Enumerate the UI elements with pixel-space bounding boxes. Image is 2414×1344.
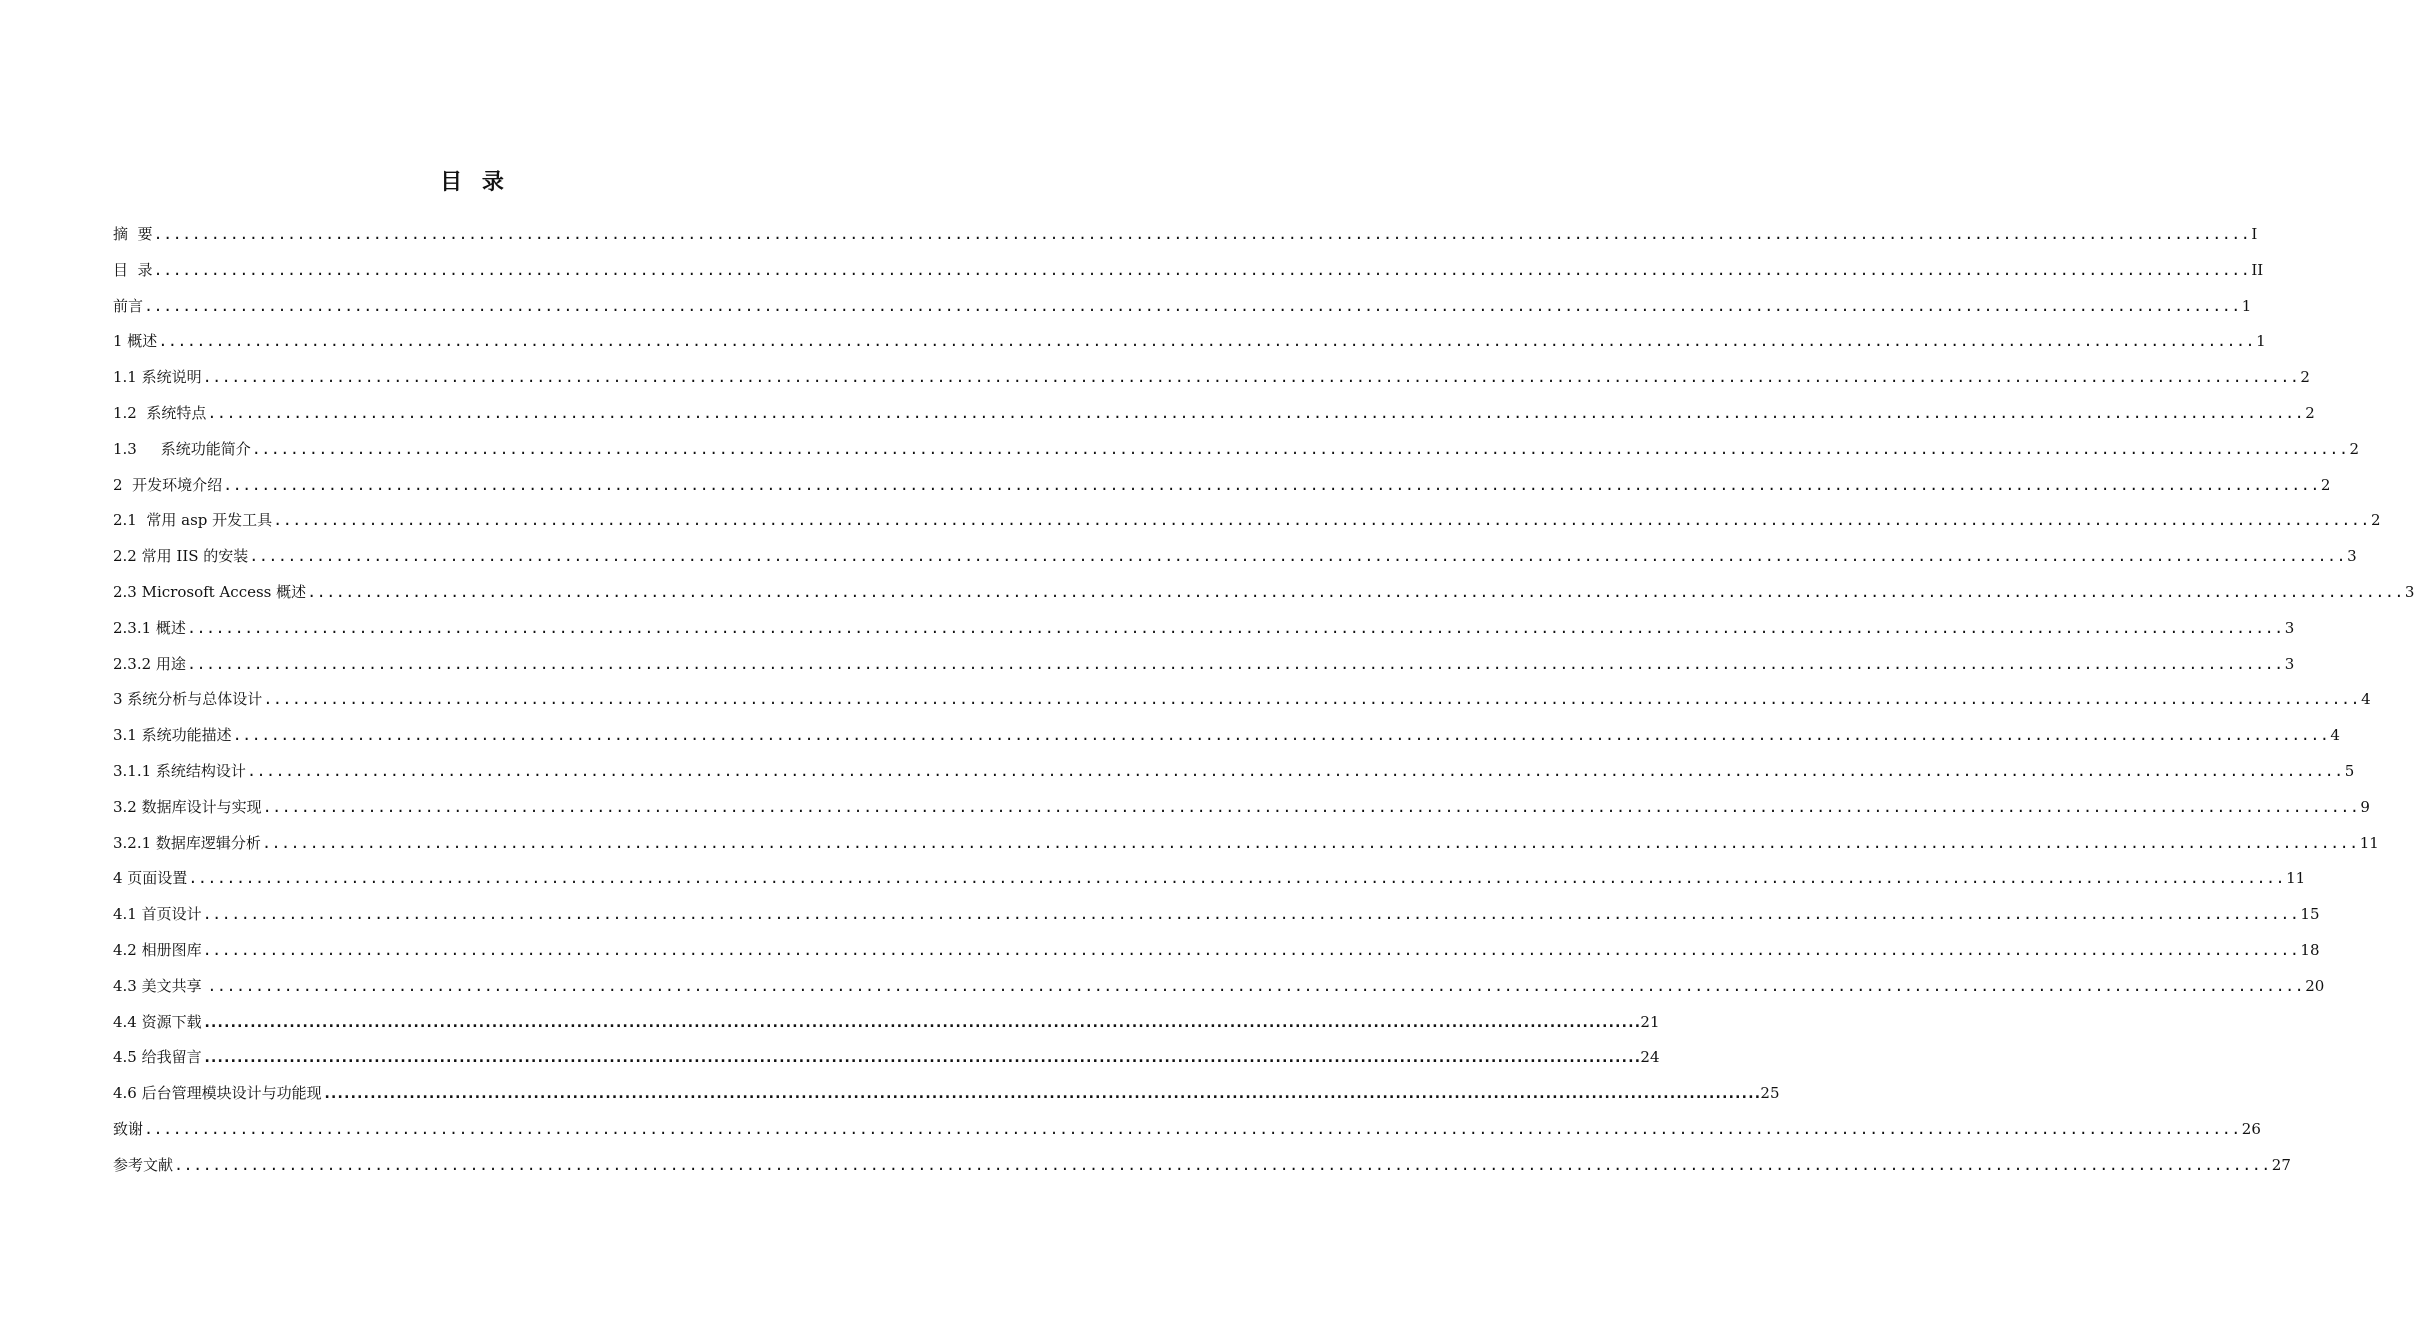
toc-entry-page-number: 11: [2286, 869, 2306, 888]
toc-entry-page-number: II: [2251, 260, 2264, 279]
toc-dot-leader: ............................................................................................................................................................................................................................: [202, 905, 2300, 924]
toc-dot-leader: ............................................................................................................................................................................................................................: [202, 940, 2300, 959]
toc-entry-page-number: 3: [2347, 547, 2357, 566]
toc-dot-leader: ............................................................................................................................................................................................................................: [249, 547, 2347, 566]
toc-entry-label: 前言: [113, 296, 144, 315]
toc-entry-label: 2.2 常用 IIS 的安装: [113, 547, 249, 566]
toc-entry[interactable]: [113, 580, 2414, 616]
toc-dot-leader: ............................................................................................................................................................................................................................: [174, 1155, 2271, 1174]
toc-dot-leader: ............................................................................................................................................................................................................................: [144, 296, 2241, 315]
toc-entry-label: 3 系统分析与总体设计: [113, 690, 263, 709]
toc-entry[interactable]: [113, 1010, 1660, 1046]
toc-entry-label: 4.6 后台管理模块设计与功能现: [113, 1084, 322, 1103]
toc-entry[interactable]: [113, 902, 2320, 938]
toc-entry-page-number: 15: [2300, 905, 2320, 924]
toc-entry[interactable]: [113, 616, 2295, 652]
toc-entry-page-number: 25: [1760, 1084, 1780, 1103]
toc-dot-leader: ............................................................................................................................................................................................................................: [186, 654, 2284, 673]
toc-dot-leader: ............................................................................................................................................................................................................................: [223, 475, 2320, 494]
toc-dot-leader: ............................................................................................................................................................................................................................: [202, 1012, 1640, 1031]
page-title: 目 录: [440, 169, 510, 195]
toc-entry-label: 1.3 系统功能简介: [113, 439, 251, 458]
toc-dot-leader: ............................................................................................................................................................................................................................: [207, 976, 2305, 995]
toc-entry-page-number: 2: [2349, 439, 2360, 458]
toc-entry[interactable]: [113, 437, 2360, 473]
toc-entry-page-number: 11: [2359, 833, 2379, 852]
toc-entry[interactable]: [113, 222, 2258, 258]
toc-entry-label: 1 概述: [113, 332, 158, 351]
toc-dot-leader: ............................................................................................................................................................................................................................: [261, 833, 2359, 852]
toc-entry-label: 1.1 系统说明: [113, 368, 202, 387]
toc-dot-leader: ............................................................................................................................................................................................................................: [246, 761, 2344, 780]
toc-entry[interactable]: [113, 652, 2295, 688]
toc-entry[interactable]: [113, 1045, 1660, 1081]
toc-entry[interactable]: [113, 544, 2357, 580]
toc-dot-leader: ............................................................................................................................................................................................................................: [251, 439, 2349, 458]
toc-entry[interactable]: [113, 687, 2371, 723]
toc-dot-leader: ............................................................................................................................................................................................................................: [202, 368, 2300, 387]
toc-entry-page-number: 2: [2305, 403, 2315, 422]
toc-dot-leader: ............................................................................................................................................................................................................................: [188, 869, 2286, 888]
toc-dot-leader: ............................................................................................................................................................................................................................: [144, 1119, 2241, 1138]
toc-entry-page-number: I: [2251, 225, 2258, 243]
toc-entry-page-number: 1: [2256, 332, 2266, 351]
toc-entry-label: 2.3 Microsoft Access 概述: [113, 582, 307, 601]
toc-dot-leader: ............................................................................................................................................................................................................................: [322, 1084, 1760, 1103]
toc-entry-label: 3.2.1 数据库逻辑分析: [113, 833, 261, 852]
toc-entry-label: 1.2 系统特点: [113, 403, 207, 422]
toc-entry-page-number: 18: [2300, 940, 2320, 959]
toc-entry[interactable]: [113, 508, 2381, 544]
toc-entry[interactable]: [113, 974, 2325, 1010]
toc-entry-label: 4.4 资源下载: [113, 1012, 202, 1031]
toc-entry[interactable]: [113, 938, 2320, 974]
toc-dot-leader: ............................................................................................................................................................................................................................: [273, 511, 2370, 530]
toc-entry[interactable]: [113, 1153, 2291, 1189]
toc-entry-page-number: 2: [2370, 511, 2381, 530]
toc-entry-label: 4 页面设置: [113, 869, 188, 888]
toc-entry[interactable]: [113, 759, 2355, 795]
toc-entry-page-number: 21: [1640, 1012, 1660, 1031]
toc-dot-leader: ............................................................................................................................................................................................................................: [202, 1048, 1640, 1067]
toc-entry-page-number: 4: [2330, 726, 2340, 745]
toc-entry-label: 4.3 美文共享: [113, 976, 207, 995]
toc-entry-label: 2.3.2 用途: [113, 654, 186, 673]
toc-dot-leader: ............................................................................................................................................................................................................................: [262, 797, 2360, 816]
toc-entry-page-number: 26: [2241, 1119, 2261, 1138]
toc-entry-label: 3.1.1 系统结构设计: [113, 761, 246, 780]
toc-entry-page-number: 3: [2284, 654, 2295, 673]
toc-entry-page-number: 2: [2300, 368, 2310, 387]
toc-entry-page-number: 24: [1640, 1048, 1660, 1067]
toc-entry-label: 致谢: [113, 1119, 144, 1138]
toc-entry-label: 4.5 给我留言: [113, 1048, 202, 1067]
toc-entry-page-number: 1: [2241, 296, 2252, 315]
toc-entry-label: 摘 要: [113, 225, 153, 243]
toc-entry[interactable]: [113, 795, 2370, 831]
toc-dot-leader: ............................................................................................................................................................................................................................: [186, 618, 2284, 637]
toc-entry-label: 目 录: [113, 260, 153, 279]
toc-dot-leader: ............................................................................................................................................................................................................................: [232, 726, 2330, 745]
toc-entry-label: 3.1 系统功能描述: [113, 726, 232, 745]
toc-entry[interactable]: [113, 866, 2306, 902]
toc-entry[interactable]: [113, 723, 2340, 759]
toc-entry-page-number: 3: [2404, 582, 2414, 601]
toc-entry[interactable]: [113, 831, 2379, 867]
toc-entry[interactable]: [113, 473, 2331, 509]
toc-entry[interactable]: [113, 258, 2264, 294]
toc-dot-leader: ............................................................................................................................................................................................................................: [263, 690, 2361, 709]
toc-dot-leader: ............................................................................................................................................................................................................................: [207, 403, 2305, 422]
toc-entry-label: 4.2 相册图库: [113, 940, 202, 959]
toc-entry-page-number: 9: [2360, 797, 2370, 816]
toc-entry[interactable]: [113, 1117, 2261, 1153]
toc-entry-label: 4.1 首页设计: [113, 905, 202, 924]
toc-entry-label: 2 开发环境介绍: [113, 475, 223, 494]
toc-entry[interactable]: [113, 329, 2266, 365]
toc-entry-label: 2.1 常用 asp 开发工具: [113, 511, 273, 530]
toc-entry-label: 3.2 数据库设计与实现: [113, 797, 262, 816]
toc-dot-leader: ............................................................................................................................................................................................................................: [153, 260, 2251, 279]
toc-entry-page-number: 4: [2361, 690, 2371, 709]
toc-entry-label: 2.3.1 概述: [113, 618, 186, 637]
toc-entry-page-number: 5: [2344, 761, 2355, 780]
table-of-contents: [113, 222, 2414, 1189]
toc-dot-leader: ............................................................................................................................................................................................................................: [153, 225, 2251, 243]
toc-entry[interactable]: [113, 294, 2252, 330]
toc-dot-leader: ............................................................................................................................................................................................................................: [158, 332, 2256, 351]
toc-dot-leader: ............................................................................................................................................................................................................................: [307, 582, 2404, 601]
toc-entry[interactable]: [113, 365, 2310, 401]
toc-entry[interactable]: [113, 401, 2315, 437]
toc-entry-page-number: 2: [2320, 475, 2331, 494]
toc-entry-page-number: 27: [2271, 1155, 2291, 1174]
toc-entry-page-number: 3: [2284, 618, 2295, 637]
toc-entry-label: 参考文献: [113, 1155, 174, 1174]
toc-entry-page-number: 20: [2305, 976, 2325, 995]
toc-entry[interactable]: [113, 1081, 1780, 1117]
